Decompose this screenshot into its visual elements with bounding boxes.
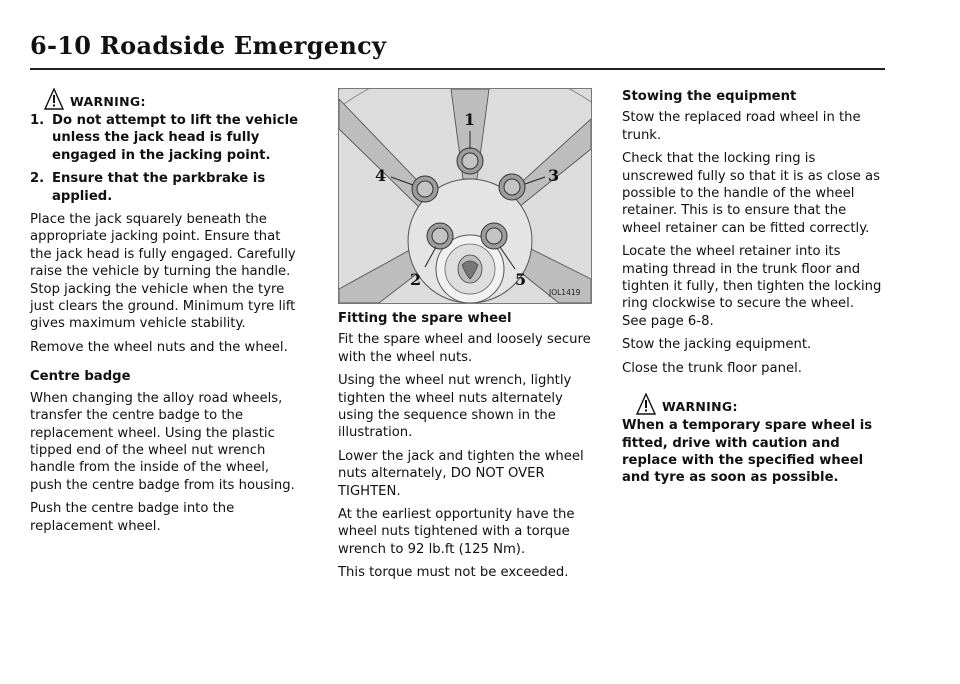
warning-item <box>30 170 300 205</box>
paragraph: Lower the jack and tighten the wheel nuts alternately, DO NOT OVER TIGHTEN. <box>338 448 584 499</box>
paragraph: Stow the replaced road wheel in the trunk. <box>622 110 861 143</box>
warning-text: Do not attempt to lift the vehicle unless the jack head is fully engaged in the jacking point. <box>52 113 299 163</box>
paragraph: At the earliest opportunity have the wheel nuts tightened with a torque wrench to 92 lb.ft (125 Nm). <box>338 507 575 557</box>
centre-badge-icon <box>458 255 482 283</box>
warning-list <box>30 112 300 205</box>
warning-number: 2. <box>30 171 45 187</box>
column-right <box>622 88 884 493</box>
paragraph: Using the wheel nut wrench, lightly tighten the wheel nuts alternately using the sequence shown in the illustration. <box>338 373 572 441</box>
section-heading: Stowing the equipment <box>622 89 797 104</box>
warning-text: When a temporary spare wheel is fitted, drive with caution and replace with the specified wheel and tyre as soon as possible. <box>622 418 873 486</box>
section-heading: Centre badge <box>30 369 131 385</box>
warning-icon <box>636 393 656 415</box>
figure-code: JOL1419 <box>549 288 581 297</box>
section-heading: Fitting the spare wheel <box>338 311 512 326</box>
warning-text: Ensure that the parkbrake is applied. <box>52 171 266 204</box>
paragraph: Remove the wheel nuts and the wheel. <box>30 339 288 355</box>
column-left <box>30 88 300 541</box>
sequence-label-1: 1 <box>464 110 476 129</box>
sequence-label-2: 2 <box>410 270 422 289</box>
page-title: 6-10 Roadside Emergency <box>30 31 387 60</box>
paragraph: Push the centre badge into the replacement wheel. <box>30 501 235 534</box>
warning-heading <box>30 88 300 110</box>
paragraph: Locate the wheel retainer into its mating thread in the trunk floor and tighten it fully, then tighten the locking ring clockwise to secure the wheel. <box>622 244 882 312</box>
paragraph: Stow the jacking equipment. <box>622 337 812 353</box>
sequence-label-4: 4 <box>375 166 387 185</box>
wheel-nut-sequence-figure <box>338 88 592 304</box>
paragraph: Close the trunk floor panel. <box>622 360 802 376</box>
paragraph: When changing the alloy road wheels, transfer the centre badge to the replacement wheel. Using the plastic tipped end of the wheel nut wrench handle from the inside of the wheel, push the centre badge from its housing. <box>30 390 295 493</box>
warning-number: 1. <box>30 113 45 128</box>
page-header <box>30 28 885 70</box>
page-reference: See page 6-8. <box>622 313 714 329</box>
warning-item <box>30 112 300 164</box>
warning-label: WARNING: <box>70 93 146 109</box>
paragraph: Check that the locking ring is unscrewed fully so that it is as close as possible to the handle of the wheel retainer. This is to ensure that the wheel retainer can be fitted correctly. <box>622 151 880 236</box>
warning-heading <box>622 393 884 415</box>
wheel-illustration <box>339 89 591 303</box>
paragraph: Stop jacking the vehicle when the tyre just clears the ground. Minimum tyre lift gives maximum vehicle stability. <box>30 281 296 332</box>
warning-label: WARNING: <box>662 398 738 414</box>
sequence-label-3: 3 <box>548 166 560 185</box>
sequence-label-5: 5 <box>515 270 527 289</box>
paragraph: Fit the spare wheel and loosely secure with the wheel nuts. <box>338 332 591 365</box>
paragraph: This torque must not be exceeded. <box>338 565 569 581</box>
paragraph: Place the jack squarely beneath the appropriate jacking point. Ensure that the jack head is fully engaged. Carefully raise the vehicle by turning the handle. <box>30 212 296 280</box>
column-middle <box>338 88 592 588</box>
warning-icon <box>44 88 64 110</box>
